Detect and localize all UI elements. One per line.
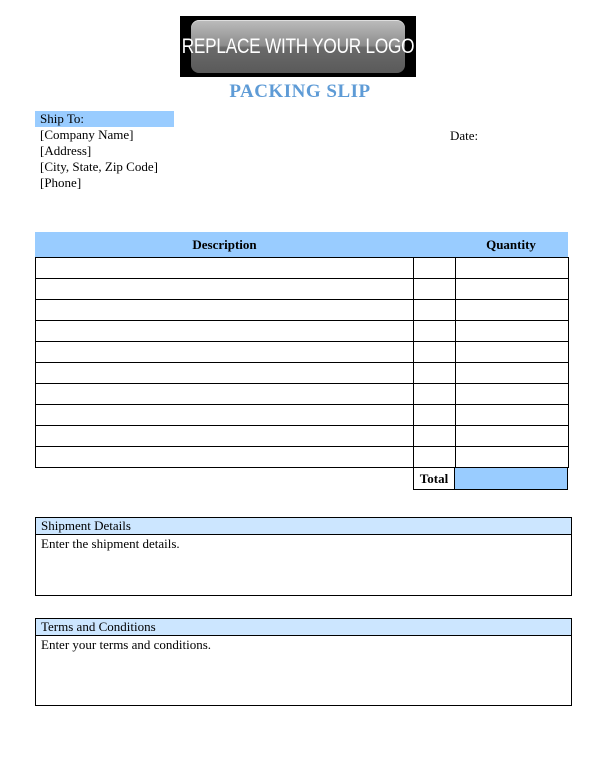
table-row [36,384,569,405]
total-label: Total [413,468,455,490]
address-field[interactable]: [Address] [40,143,92,158]
terms-header: Terms and Conditions [36,619,571,636]
table-row [36,300,569,321]
terms-box [35,618,572,706]
description-cell[interactable] [36,363,414,384]
unit-cell[interactable] [414,321,456,342]
description-cell[interactable] [36,300,414,321]
total-row [35,468,568,490]
table-row [36,363,569,384]
quantity-cell[interactable] [456,342,569,363]
quantity-header: Quantity [486,237,536,252]
shipment-details-header: Shipment Details [36,518,571,535]
header-spacer [414,232,454,257]
logo-badge [181,20,415,73]
unit-cell[interactable] [414,384,456,405]
quantity-cell[interactable] [456,447,569,468]
table-row [36,342,569,363]
table-row [36,258,569,279]
quantity-cell[interactable] [456,426,569,447]
description-cell[interactable] [36,426,414,447]
unit-cell[interactable] [414,363,456,384]
quantity-cell[interactable] [456,279,569,300]
company-name-field[interactable]: [Company Name] [40,127,134,142]
total-row-spacer [35,468,413,490]
unit-cell[interactable] [414,279,456,300]
description-cell[interactable] [36,258,414,279]
total-value-cell[interactable] [455,468,568,490]
quantity-cell[interactable] [456,258,569,279]
description-cell[interactable] [36,384,414,405]
ship-to-label: Ship To: [35,111,174,127]
quantity-cell[interactable] [456,321,569,342]
city-state-zip-field[interactable]: [City, State, Zip Code] [40,159,158,174]
page-title: PACKING SLIP [229,81,371,102]
logo-text: REPLACE WITH YOUR LOGO [181,34,415,58]
unit-cell[interactable] [414,405,456,426]
shipment-details-box [35,517,572,596]
table-row [36,447,569,468]
quantity-cell[interactable] [456,384,569,405]
table-row [36,426,569,447]
description-cell[interactable] [36,321,414,342]
terms-body[interactable]: Enter your terms and conditions. [41,637,212,652]
description-cell[interactable] [36,405,414,426]
items-table-header [35,232,568,257]
description-cell[interactable] [36,279,414,300]
quantity-cell[interactable] [456,363,569,384]
items-table [35,232,568,490]
unit-cell[interactable] [414,300,456,321]
unit-cell[interactable] [414,258,456,279]
table-row [36,405,569,426]
items-table-body [35,257,569,468]
description-cell[interactable] [36,342,414,363]
quantity-cell[interactable] [456,405,569,426]
description-cell[interactable] [36,447,414,468]
logo-placeholder [180,16,416,77]
unit-cell[interactable] [414,426,456,447]
phone-field[interactable]: [Phone] [40,175,82,190]
date-label: Date: [450,128,479,143]
unit-cell[interactable] [414,447,456,468]
shipment-details-body[interactable]: Enter the shipment details. [41,536,180,551]
table-row [36,279,569,300]
unit-cell[interactable] [414,342,456,363]
description-header: Description [192,237,257,252]
table-row [36,321,569,342]
quantity-cell[interactable] [456,300,569,321]
